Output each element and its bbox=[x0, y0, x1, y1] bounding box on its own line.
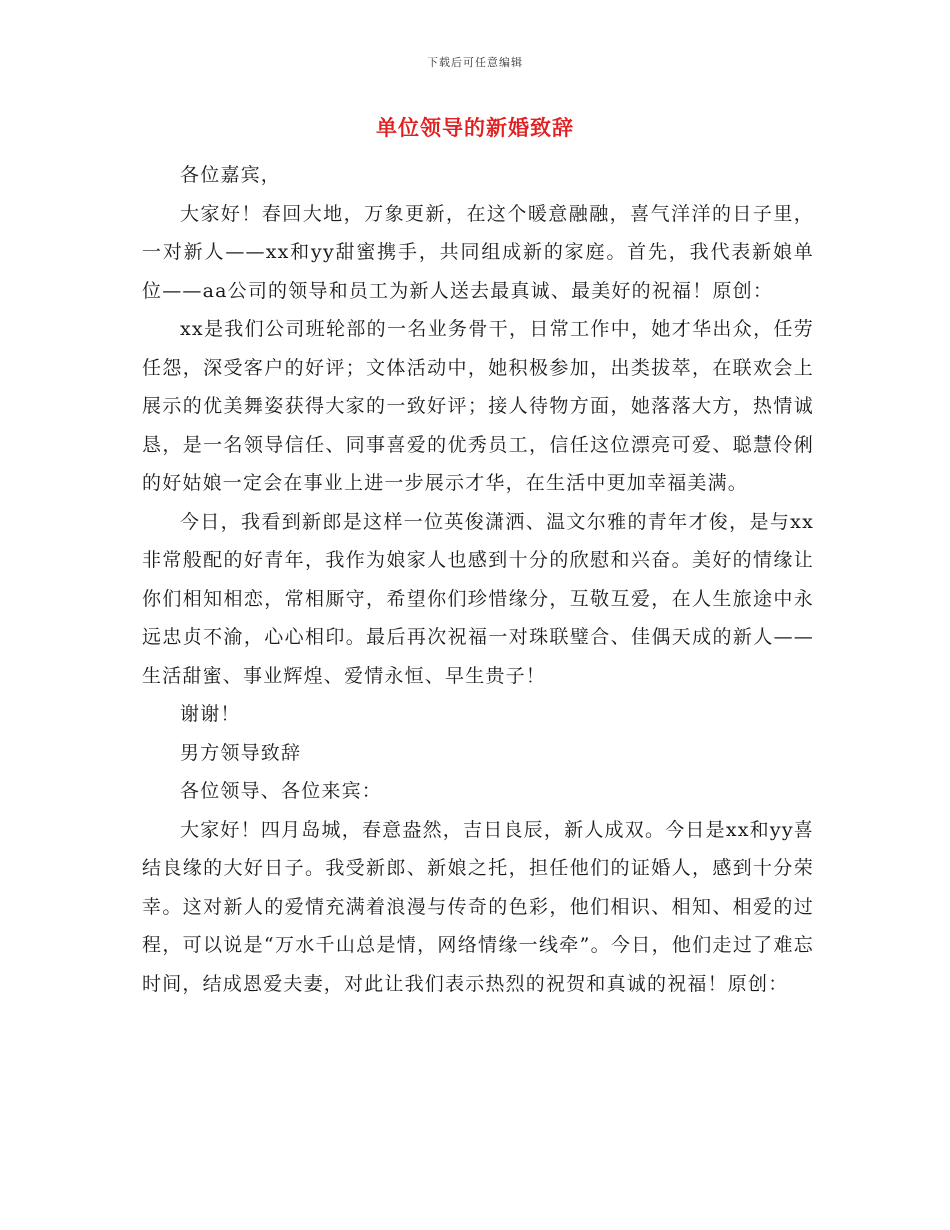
paragraph-thanks: 谢谢！ bbox=[180, 703, 241, 725]
paragraph-groom-speech: 大家好！四月岛城，春意盎然，吉日良辰，新人成双。今日是xx和yy喜结良缘的大好日子。我受新郎、新娘之托，担任他们的证婚人，感到十分荣幸。这对新人的爱情充满着浪漫与传奇的色彩，他们相识、相知、相爱的过程，可以说是“万水千山总是情，网络情缘一线牵”。今日，他们走过了难忘时间，结成恩爱夫妻，对此让我们表示热烈的祝贺和真诚的祝福！原创： bbox=[142, 818, 814, 995]
paragraph-greeting-2: 各位领导、各位来宾： bbox=[180, 780, 383, 802]
paragraph-greeting: 各位嘉宾， bbox=[180, 164, 282, 186]
page-header-note: 下载后可任意编辑 bbox=[427, 56, 523, 69]
document-title: 单位领导的新婚致辞 bbox=[376, 115, 574, 140]
paragraph-opening: 大家好！春回大地，万象更新，在这个暖意融融，喜气洋洋的日子里，一对新人——xx和yy甜蜜携手，共同组成新的家庭。首先，我代表新娘单位——aa公司的领导和员工为新人送去最真诚、最美好的祝福！原创： bbox=[142, 202, 814, 302]
section-heading-groom-leader: 男方领导致辞 bbox=[180, 741, 302, 764]
paragraph-blessing: 今日，我看到新郎是这样一位英俊潇洒、温文尔雅的青年才俊，是与xx非常般配的好青年，我作为娘家人也感到十分的欣慰和兴奋。美好的情缘让你们相知相恋，常相厮守，希望你们珍惜缘分，互敬互爱，在人生旅途中永远忠贞不渝，心心相印。最后再次祝福一对珠联璧合、佳偶天成的新人——生活甜蜜、事业辉煌、爱情永恒、早生贵子！ bbox=[142, 510, 814, 687]
paragraph-bride-praise: xx是我们公司班轮部的一名业务骨干，日常工作中，她才华出众，任劳任怨，深受客户的好评；文体活动中，她积极参加，出类拔萃，在联欢会上展示的优美舞姿获得大家的一致好评；接人待物方面，她落落大方，热情诚恳，是一名领导信任、同事喜爱的优秀员工，信任这位漂亮可爱、聪慧伶俐的好姑娘一定会在事业上进一步展示才华，在生活中更加幸福美满。 bbox=[142, 318, 814, 494]
document-body bbox=[142, 156, 814, 1003]
